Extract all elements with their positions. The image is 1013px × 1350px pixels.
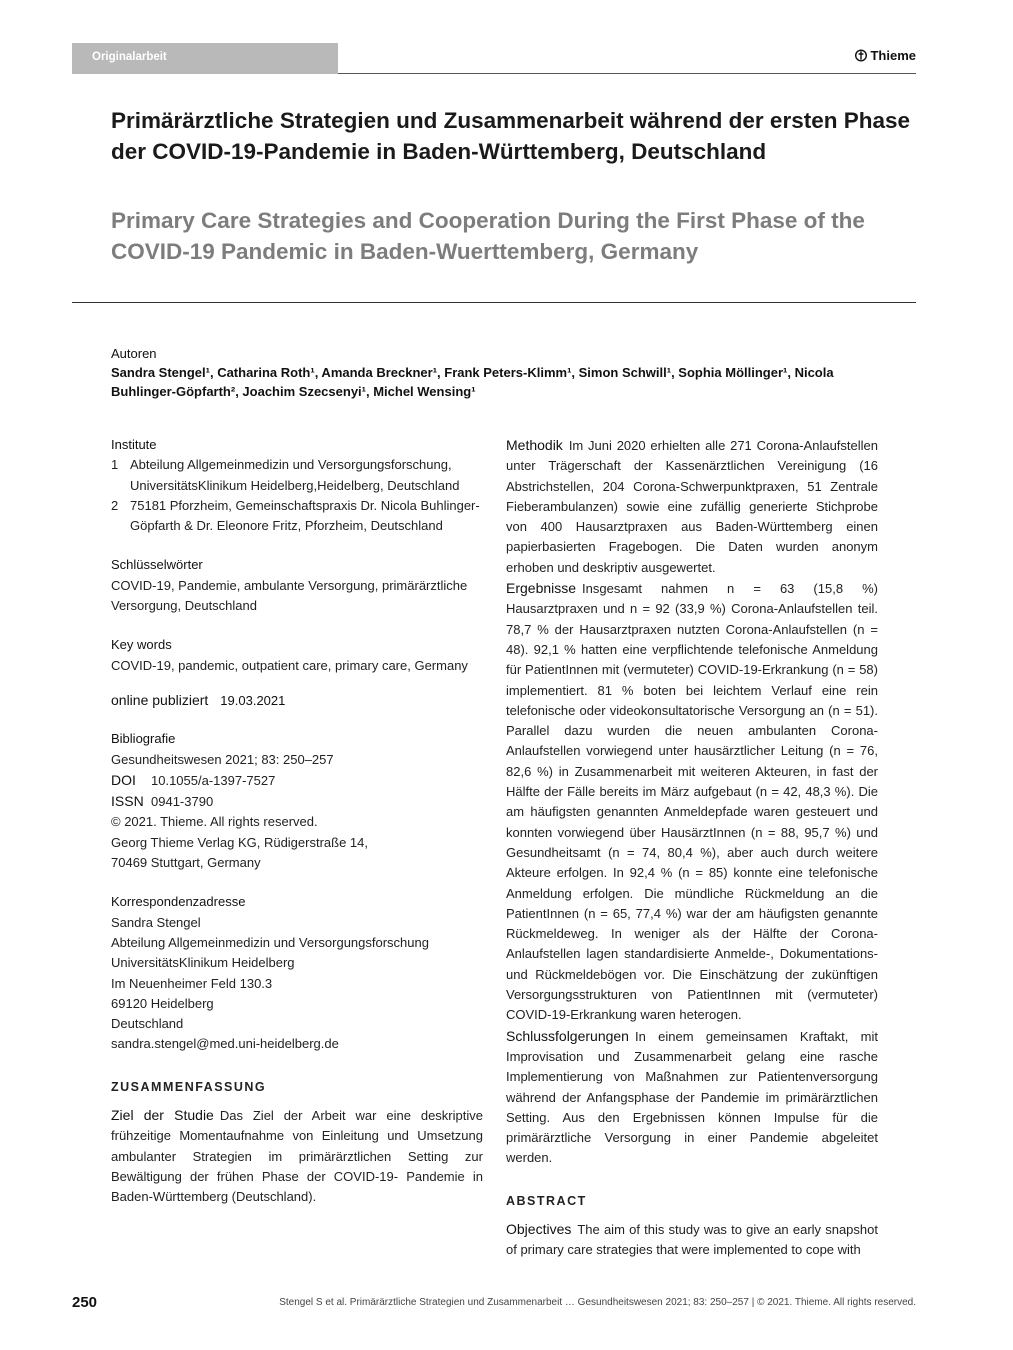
zusammenfassung-heading: ZUSAMMENFASSUNG (111, 1079, 267, 1094)
institute-number: 1 (111, 457, 119, 473)
abstract-heading: ABSTRACT (506, 1193, 587, 1208)
publisher-address-line: Georg Thieme Verlag KG, Rüdigerstraße 14, (111, 834, 368, 850)
institute-item (111, 455, 483, 496)
section-label: Originalarbeit (92, 51, 167, 63)
institute-text: Abteilung Allgemeinmedizin und Versorgungsforschung, UniversitätsKlinikum Heidelberg,Heidelberg, Deutschland (130, 457, 460, 493)
institute-text: 75181 Pforzheim, Gemeinschaftspraxis Dr. Nicola Buhlinger-Göpfarth & Dr. Eleonore Fritz, Pforzheim, Deutschland (130, 497, 480, 534)
publisher-name: Thieme (870, 48, 916, 63)
ziel-label: Ziel der Studie (111, 1107, 214, 1124)
institutes-section (111, 435, 483, 536)
thieme-logo-icon (855, 49, 867, 62)
issn-line (111, 791, 483, 812)
online-date: 19.03.2021 (220, 692, 286, 708)
issn-label: ISSN (111, 793, 144, 810)
correspondence-line: UniversitätsKlinikum Heidelberg (111, 955, 295, 971)
authors-block (111, 345, 901, 401)
institute-number: 2 (111, 497, 119, 513)
online-label: online publiziert (111, 691, 209, 708)
objectives-label: Objectives (506, 1220, 572, 1237)
page-number: 250 (72, 1294, 98, 1311)
issn-value: 0941-3790 (151, 794, 214, 810)
left-column (111, 435, 483, 1208)
correspondence-line: 69120 Heidelberg (111, 995, 214, 1011)
keywords-de-label: Schlüsselwörter (111, 557, 203, 573)
keywords-en-section (111, 635, 483, 676)
ergebnisse-paragraph (506, 578, 878, 1026)
publisher-logo (855, 48, 916, 63)
correspondence-section (111, 892, 483, 1054)
institute-item (111, 496, 483, 537)
keywords-de-text: COVID-19, Pandemie, ambulante Versorgung, primärärztliche Versorgung, Deutschland (111, 577, 468, 614)
objectives-paragraph (506, 1219, 878, 1261)
correspondence-line: Sandra Stengel (111, 914, 201, 930)
keywords-de-section (111, 555, 483, 616)
publisher-address-line: 70469 Stuttgart, Germany (111, 855, 261, 871)
bibliography-label: Bibliografie (111, 731, 176, 747)
institutes-label: Institute (111, 437, 157, 452)
copyright-line: © 2021. Thieme. All rights reserved. (111, 814, 318, 830)
schluss-paragraph (506, 1026, 878, 1169)
methodik-text: Im Juni 2020 erhielten alle 271 Corona-Anlaufstellen unter Trägerschaft der Kassenärztlichen Vereinigung (16 Abstrichstellen, 204 Corona-Schwerpunktpraxen, 51 Zentrale Fieberambulanzen) sowie eine zufällig generierte Stichprobe von 400 Hausarztpraxen aus Baden-Württemberg einen papierbasierten Fragebogen. Die Daten wurden anonym erhoben und deskriptiv ausgewertet. (506, 438, 878, 575)
correspondence-line: Im Neuenheimer Feld 130.3 (111, 975, 273, 991)
online-published (111, 690, 483, 711)
keywords-en-text: COVID-19, pandemic, outpatient care, primary care, Germany (111, 657, 468, 673)
schluss-text: In einem gemeinsamen Kraftakt, mit Improvisation und Zusammenarbeit gelang eine rasche Implementierung von Maßnahmen zur Patientenversorgung während der Anfangsphase der Pandemie im primärärztlichen Setting. Aus den Ergebnissen können Impulse für die primärärztliche Versorgung in einer Pandemie abgeleitet werden. (506, 1028, 878, 1166)
title-rule (72, 302, 916, 303)
footer-citation: Stengel S et al. Primärärztliche Strategien und Zusammenarbeit … Gesundheitswesen 2021; 83: 250–257 | © 2021. Thieme. All rights reserved. (279, 1297, 916, 1308)
doi-label: DOI (111, 771, 136, 788)
section-band (72, 43, 338, 74)
methodik-paragraph (506, 435, 878, 578)
schluss-label: Schlussfolgerungen (506, 1027, 629, 1044)
title-german: Primärärztliche Strategien und Zusammenarbeit während der ersten Phase der COVID-19-Pandemie in Baden-Württemberg, Deutschland (111, 108, 911, 164)
correspondence-line: Deutschland (111, 1016, 184, 1032)
bibliography-section (111, 729, 483, 873)
ziel-text: Das Ziel der Arbeit war eine deskriptive frühzeitige Momentaufnahme von Einleitung und Umsetzung ambulanter Strategien im primärärztlichen Setting zur Bewältigung der frühen Phase der COVID-19- Pandemie in Baden-Württemberg (Deutschland). (111, 1108, 483, 1205)
correspondence-label: Korrespondenzadresse (111, 894, 246, 910)
doi-value[interactable]: 10.1055/a-1397-7527 (151, 772, 276, 788)
keywords-en-label: Key words (111, 637, 172, 653)
correspondence-email[interactable]: sandra.stengel@med.uni-heidelberg.de (111, 1036, 339, 1052)
authors-label: Autoren (111, 346, 157, 361)
title-english: Primary Care Strategies and Cooperation During the First Phase of the COVID-19 Pandemic in Baden-Wuerttemberg, Germany (111, 208, 865, 264)
correspondence-line: Abteilung Allgemeinmedizin und Versorgungsforschung (111, 934, 429, 950)
authors-list: Sandra Stengel¹, Catharina Roth¹, Amanda Breckner¹, Frank Peters-Klimm¹, Simon Schwill¹, Sophia Möllinger¹, Nicola Buhlinger-Göpfarth², Joachim Szecsenyi¹, Michel Wensing¹ (111, 365, 834, 399)
methodik-label: Methodik (506, 437, 563, 453)
ergebnisse-label: Ergebnisse (506, 580, 577, 597)
objectives-text: The aim of this study was to give an early snapshot of primary care strategies that were implemented to cope with (506, 1221, 878, 1258)
ergebnisse-text: Insgesamt nahmen n = 63 (15,8 %) Hausarztpraxen und n = 92 (33,9 %) Corona-Anlaufstellen teil. 78,7 % der Hausarztpraxen nutzten Corona-Anlaufstellen (n = 48). 92,1 % hatten eine verpflichtende telefonische Anmeldung für PatientInnen mit (vermuteter) COVID-19-Erkrankung (n = 58) implementiert. 81 % boten bei leichtem Verlauf eine rein telefonische oder videokonsultatorische Versorgung an (n = 51). Parallel dazu wurden die neuen ambulanten Corona-Anlaufstellen vorwiegend unter hausärztlicher Leitung (n = 76, 82,6 %) in Zusammenarbeit mit weiteren Akteuren, in fast der Hälfte der Fälle bereits im März aufgebaut (n = 42, 48,3 %). Die am häufigsten genannten Anmeldepfade waren gesteuert und konnten vorwiegend über HausärztInnen (n = 88, 95,7 %) und Gesundheitsamt (n = 74, 80,4 %), aber auch durch weitere Akteure erfolgen. In 92,4 % (n = 85) konnte eine telefonische Anmeldung erfolgen. Die mündliche Rückmeldung an die PatientInnen (n = 65, 77,4 %) war der am häufigsten genannte Rückmeldeweg. In weniger als der Hälfte der Corona-Anlaufstellen lagen standardisierte Anmelde-, Dokumentations- und Rückmeldebögen vor. Die Einschätzung der zukünftigen Versorgungsstrukturen von PatientInnen mit (vermuteter) COVID-19-Erkrankung waren heterogen. (506, 581, 878, 1023)
header-rule (338, 73, 916, 74)
doi-line (111, 770, 483, 791)
ziel-paragraph (111, 1105, 483, 1207)
bibliography-journal: Gesundheitswesen 2021; 83: 250–257 (111, 751, 334, 767)
right-column (506, 435, 878, 1261)
